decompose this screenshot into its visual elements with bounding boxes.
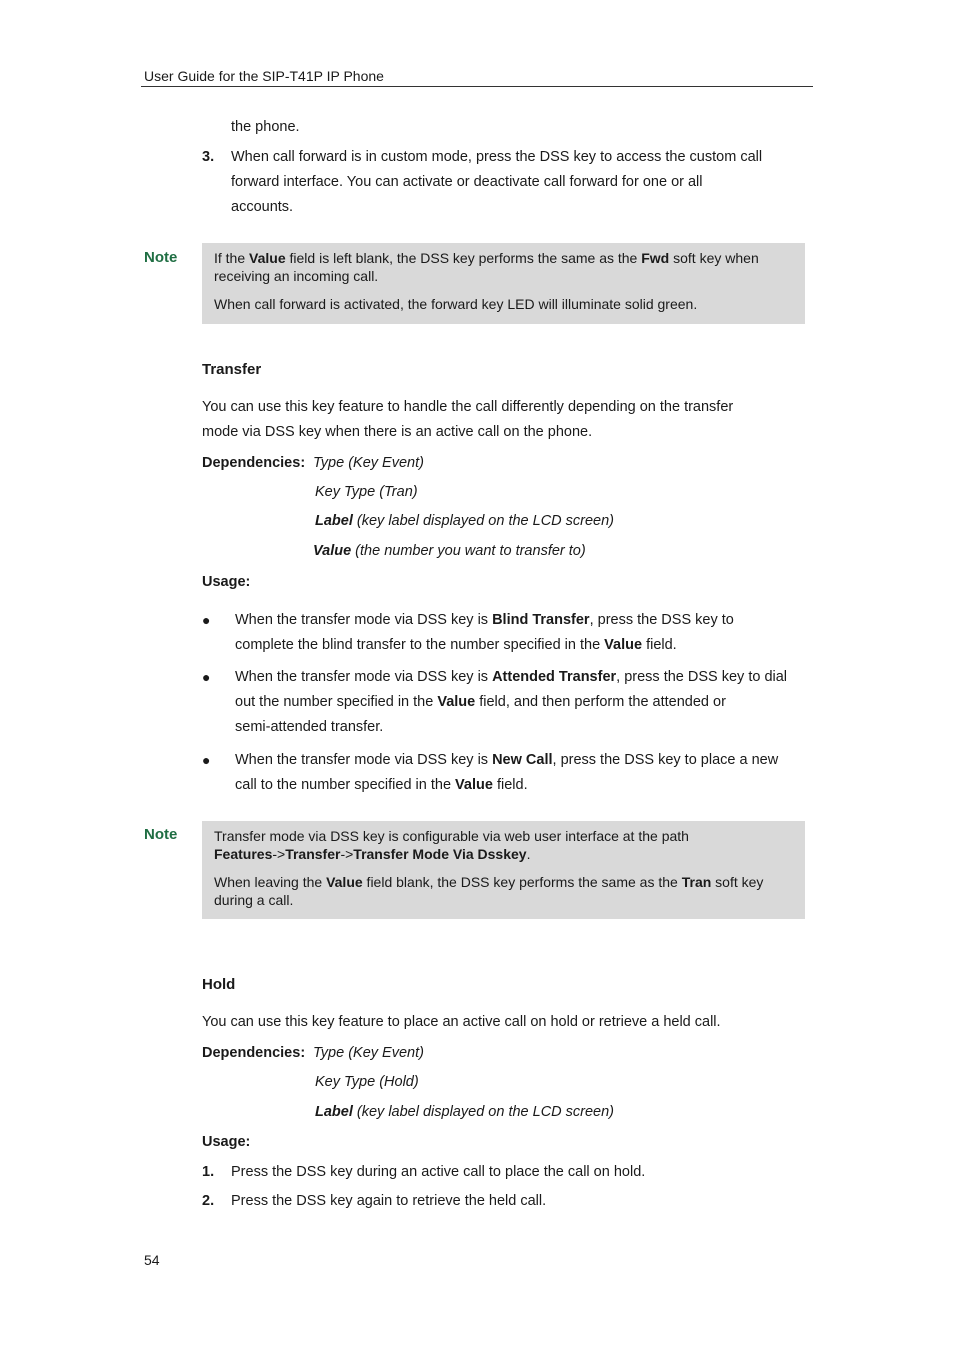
- dependency-item: Key Type (Hold): [315, 1074, 419, 1090]
- note-paragraph: Transfer mode via DSS key is configurable via web user interface at the path Features->Transfer->Transfer Mode Via Dsskey.: [214, 828, 689, 862]
- section-description-line: mode via DSS key when there is an active call on the phone.: [202, 424, 593, 440]
- bullet-icon: ●: [202, 669, 211, 685]
- bullet-text-line: When the transfer mode via DSS key is New Call, press the DSS key to place a new: [235, 752, 779, 768]
- note-box: [202, 243, 805, 324]
- bullet-text-line: complete the blind transfer to the number specified in the Value field.: [235, 637, 677, 653]
- step-text-line: When call forward is in custom mode, press the DSS key to access the custom call: [231, 149, 763, 165]
- page-number: 54: [144, 1252, 160, 1268]
- dependency-item: Value (the number you want to transfer to): [313, 543, 586, 559]
- dependency-item: Type (Key Event): [313, 1045, 424, 1061]
- bullet-text-line: When the transfer mode via DSS key is Attended Transfer, press the DSS key to dial: [235, 669, 788, 685]
- section-description-line: You can use this key feature to handle the call differently depending on the transfer: [202, 399, 734, 415]
- note-paragraph: When leaving the Value field blank, the DSS key performs the same as the Tran soft key during a call.: [214, 874, 764, 908]
- note-label: Note: [144, 249, 178, 266]
- header-divider: [141, 86, 813, 87]
- step-text-line: forward interface. You can activate or deactivate call forward for one or all: [231, 174, 703, 190]
- bullet-text-line: semi-attended transfer.: [235, 719, 384, 735]
- step-number: 1.: [202, 1164, 215, 1180]
- step-text: Press the DSS key during an active call to place the call on hold.: [231, 1164, 646, 1180]
- bullet-text-line: out the number specified in the Value field, and then perform the attended or: [235, 694, 726, 710]
- step-text-line: accounts.: [231, 199, 294, 215]
- note-paragraph: If the Value field is left blank, the DSS key performs the same as the Fwd soft key when receiving an incoming call.: [214, 250, 759, 284]
- note-box: [202, 821, 805, 919]
- page-header-title: User Guide for the SIP-T41P IP Phone: [144, 68, 384, 84]
- dependencies-label: Dependencies:: [202, 1045, 306, 1061]
- section-heading: Transfer: [202, 361, 262, 378]
- section-description: You can use this key feature to place an active call on hold or retrieve a held call.: [202, 1014, 721, 1030]
- step-number: 3.: [202, 149, 215, 165]
- dependency-item: Type (Key Event): [313, 455, 424, 471]
- step-text: Press the DSS key again to retrieve the held call.: [231, 1193, 547, 1209]
- dependency-item: Label (key label displayed on the LCD screen): [315, 1104, 615, 1120]
- bullet-icon: ●: [202, 612, 211, 628]
- dependency-item: Key Type (Tran): [315, 484, 418, 500]
- bullet-text-line: call to the number specified in the Value field.: [235, 777, 528, 793]
- bullet-text-line: When the transfer mode via DSS key is Blind Transfer, press the DSS key to: [235, 612, 734, 628]
- intro-continuation: the phone.: [231, 119, 300, 135]
- bullet-icon: ●: [202, 752, 211, 768]
- usage-label: Usage:: [202, 574, 251, 590]
- dependency-item: Label (key label displayed on the LCD screen): [315, 513, 615, 529]
- step-number: 2.: [202, 1193, 215, 1209]
- section-heading: Hold: [202, 976, 236, 993]
- usage-label: Usage:: [202, 1134, 251, 1150]
- dependencies-label: Dependencies:: [202, 455, 306, 471]
- note-label: Note: [144, 826, 178, 843]
- note-paragraph: When call forward is activated, the forward key LED will illuminate solid green.: [214, 296, 698, 312]
